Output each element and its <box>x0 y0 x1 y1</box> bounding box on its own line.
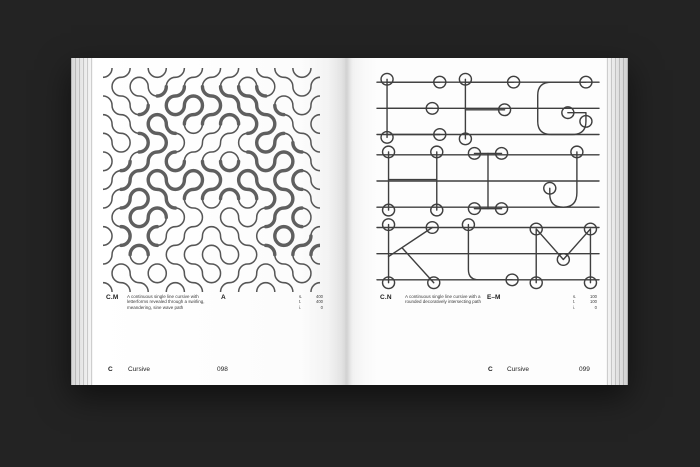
spec-value: 400 <box>316 299 323 305</box>
spec-key: s. <box>573 294 577 299</box>
description-line: letterforms revealed through a swirling, <box>127 299 205 305</box>
figure-description-right <box>405 294 493 305</box>
page-edges-left <box>71 58 93 385</box>
figure-specs-left <box>299 294 323 310</box>
spec-value: 100 <box>590 294 597 299</box>
spec-row <box>573 305 597 310</box>
spec-value: 0 <box>320 304 323 310</box>
book-spread <box>71 58 628 385</box>
figure-label-left: C.M <box>106 294 119 301</box>
figure-label-right: C.N <box>380 294 392 301</box>
figure-specs-right <box>573 294 597 310</box>
spec-row <box>299 305 323 310</box>
spec-key: i. <box>299 304 302 310</box>
spec-key: i. <box>573 304 576 310</box>
section-letter-left: C <box>108 366 113 373</box>
spec-value: 0 <box>594 304 597 310</box>
letterform-pattern-artwork <box>375 72 601 290</box>
section-title-right: Cursive <box>507 366 530 373</box>
spec-key: t. <box>299 299 302 305</box>
description-line: meandering, sine wave path <box>127 304 184 310</box>
spec-key: s. <box>299 294 303 299</box>
figure-letters-left: A <box>221 294 226 301</box>
section-letter-right: C <box>488 366 493 373</box>
meander-pattern-artwork <box>103 68 320 292</box>
figure-description-left <box>127 294 219 310</box>
section-title-left: Cursive <box>128 366 151 373</box>
page-edges-right <box>606 58 628 385</box>
spec-value: 100 <box>590 299 597 305</box>
description-line: A continuous single line cursive with a <box>405 294 481 299</box>
page-number-left: 098 <box>217 366 228 373</box>
description-line: rounded decoratively intersecting path <box>405 299 482 305</box>
page-number-right: 099 <box>579 366 590 373</box>
spec-value: 400 <box>316 294 323 299</box>
figure-letters-right: E–M <box>487 294 501 301</box>
description-line: A continuous single line cursive with <box>127 294 199 299</box>
spec-key: t. <box>573 299 576 305</box>
